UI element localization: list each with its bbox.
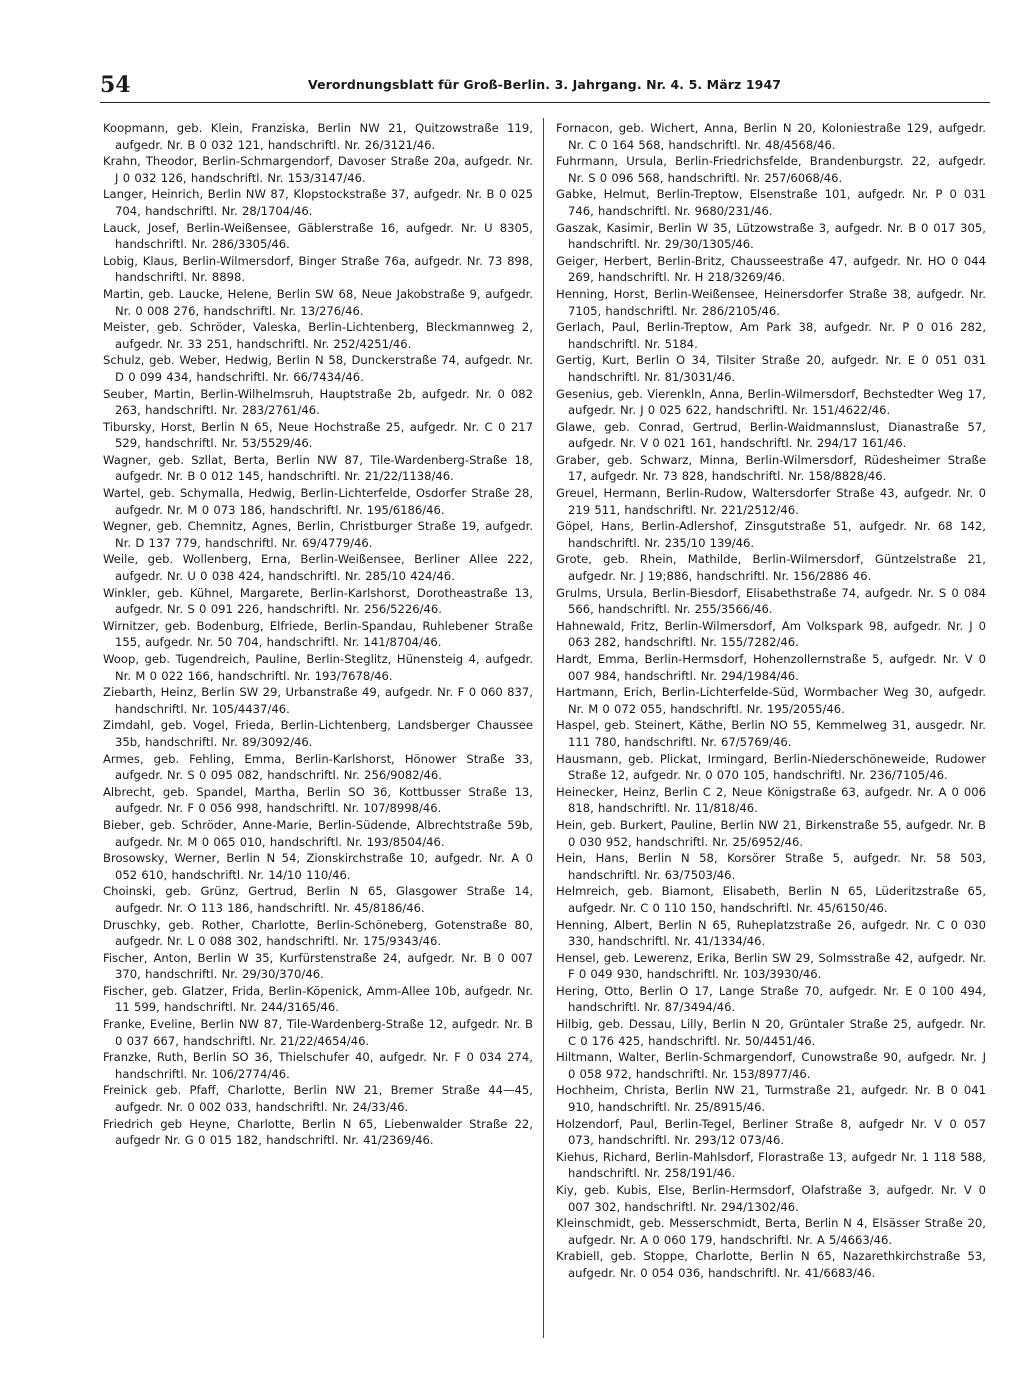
register-entry: Schulz, geb. Weber, Hedwig, Berlin N 58, Dunckerstraße 74, aufgedr. Nr. D 0 099 434, handschriftl. Nr. 66/7434/46. [103,353,533,384]
register-entry: Albrecht, geb. Spandel, Martha, Berlin SO 36, Kottbusser Straße 13, aufgedr. Nr. F 0 056 998, handschriftl. Nr. 107/8998/46. [103,784,533,816]
register-entry: Krabiell, geb. Stoppe, Charlotte, Berlin N 65, Nazarethkirchstraße 53, aufgedr. Nr. 0 054 036, handschriftl. Nr. 41/6683/46. [556,1249,986,1280]
register-entry: Fornacon, geb. Wichert, Anna, Berlin N 20, Koloniestraße 129, aufgedr. Nr. C 0 164 568, handschriftl. Nr. 48/4568/46. [556,121,986,152]
register-entry: Zimdahl, geb. Vogel, Frieda, Berlin-Lichtenberg, Landsberger Chaussee 35b, handschriftl. Nr. 89/3092/46. [103,718,533,749]
register-entry: Henning, Albert, Berlin N 65, Ruheplatzstraße 26, aufgedr. Nr. C 0 030 330, handschriftl. Nr. 41/1334/46. [556,917,986,949]
register-entry: Göpel, Hans, Berlin-Adlershof, Zinsgutstraße 51, aufgedr. Nr. 68 142, handschriftl. Nr. 235/10 139/46. [556,519,986,550]
page-number: 54 [100,72,131,98]
register-entry: Hausmann, geb. Plickat, Irmingard, Berlin-Niederschöneweide, Rudower Straße 12, aufgedr. Nr. 0 070 105, handschriftl. Nr. 236/7105/46. [556,751,986,783]
register-entry: Hartmann, Erich, Berlin-Lichterfelde-Süd, Wormbacher Weg 30, aufgedr. Nr. M 0 072 055, handschriftl. Nr. 195/2055/46. [556,685,986,716]
register-entry: Gaszak, Kasimir, Berlin W 35, Lützowstraße 3, aufgedr. Nr. B 0 017 305, handschriftl. Nr. 29/30/1305/46. [556,220,986,252]
register-entry: Wegner, geb. Chemnitz, Agnes, Berlin, Christburger Straße 19, aufgedr. Nr. D 137 779, handschriftl. Nr. 69/4779/46. [103,519,533,550]
register-entry: Freinick geb. Pfaff, Charlotte, Berlin NW 21, Bremer Straße 44—45, aufgedr. Nr. 0 002 033, handschriftl. Nr. 24/33/46. [103,1083,533,1115]
register-entry: Fischer, Anton, Berlin W 35, Kurfürstenstraße 24, aufgedr. Nr. B 0 007 370, handschriftl. Nr. 29/30/370/46. [103,950,533,982]
running-title: Verordnungsblatt für Groß-Berlin. 3. Jahrgang. Nr. 4. 5. März 1947 [308,77,782,92]
column-divider [543,118,544,1338]
register-entry: Hochheim, Christa, Berlin NW 21, Turmstraße 21, aufgedr. Nr. B 0 041 910, handschriftl. Nr. 25/8915/46. [556,1083,986,1115]
register-entry: Hiltmann, Walter, Berlin-Schmargendorf, Cunowstraße 90, aufgedr. Nr. J 0 058 972, handschriftl. Nr. 153/8977/46. [556,1050,986,1081]
register-entry: Greuel, Hermann, Berlin-Rudow, Waltersdorfer Straße 43, aufgedr. Nr. 0 219 511, handschriftl. Nr. 221/2512/46. [556,486,986,517]
register-entry: Meister, geb. Schröder, Valeska, Berlin-Lichtenberg, Bleckmannweg 2, aufgedr. Nr. 33 251, handschriftl. Nr. 252/4251/46. [103,320,533,351]
register-entry: Kiehus, Richard, Berlin-Mahlsdorf, Florastraße 13, aufgedr Nr. 1 118 588, handschriftl. Nr. 258/191/46. [556,1149,986,1181]
register-entry: Henning, Horst, Berlin-Weißensee, Heinersdorfer Straße 38, aufgedr. Nr. 7105, handschriftl. Nr. 286/2105/46. [556,286,986,318]
register-entry: Kleinschmidt, geb. Messerschmidt, Berta, Berlin N 4, Elsässer Straße 20, aufgedr. Nr. A 0 060 179, handschriftl. Nr. A 5/4663/46. [556,1216,986,1247]
register-entry: Weile, geb. Wollenberg, Erna, Berlin-Weißensee, Berliner Allee 222, aufgedr. Nr. U 0 038 424, handschriftl. Nr. 285/10 424/46. [103,552,533,584]
register-entry: Gesenius, geb. Vierenkln, Anna, Berlin-Wilmersdorf, Bechstedter Weg 17, aufgedr. Nr. J 0 025 622, handschriftl. Nr. 151/4622/46. [556,386,986,418]
register-entry: Hering, Otto, Berlin O 17, Lange Straße 70, aufgedr. Nr. E 0 100 494, handschriftl. Nr. 87/3494/46. [556,983,986,1015]
register-entry: Fischer, geb. Glatzer, Frida, Berlin-Köpenick, Amm-Allee 10b, aufgedr. Nr. 11 599, handschriftl. Nr. 244/3165/46. [103,983,533,1015]
register-entry: Hein, geb. Burkert, Pauline, Berlin NW 21, Birkenstraße 55, aufgedr. Nr. B 0 030 952, handschriftl. Nr. 25/6952/46. [556,817,986,849]
register-entry: Lobig, Klaus, Berlin-Wilmersdorf, Binger Straße 76a, aufgedr. Nr. 73 898, handschriftl. Nr. 8898. [103,253,533,285]
register-entry: Franzke, Ruth, Berlin SO 36, Thielschufer 40, aufgedr. Nr. F 0 034 274, handschriftl. Nr. 106/2774/46. [103,1050,533,1081]
register-entry: Seuber, Martin, Berlin-Wilhelmsruh, Hauptstraße 2b, aufgedr. Nr. 0 082 263, handschriftl. Nr. 283/2761/46. [103,386,533,418]
register-entry: Glawe, geb. Conrad, Gertrud, Berlin-Waidmannslust, Dianastraße 57, aufgedr. Nr. V 0 021 161, handschriftl. Nr. 294/17 161/46. [556,419,986,451]
register-entry: Bieber, geb. Schröder, Anne-Marie, Berlin-Südende, Albrechtstraße 59b, aufgedr. Nr. M 0 065 010, handschriftl. Nr. 193/8504/46. [103,817,533,849]
register-entry: Helmreich, geb. Biamont, Elisabeth, Berlin N 65, Lüderitzstraße 65, aufgedr. Nr. C 0 110 150, handschriftl. Nr. 45/6150/46. [556,884,986,915]
register-entry: Graber, geb. Schwarz, Minna, Berlin-Wilmersdorf, Rüdesheimer Straße 17, aufgedr. Nr. 73 828, handschriftl. Nr. 158/8828/46. [556,452,986,484]
register-entry: Brosowsky, Werner, Berlin N 54, Zionskirchstraße 10, aufgedr. Nr. A 0 052 610, handschriftl. Nr. 14/10 110/46. [103,851,533,882]
register-entry: Winkler, geb. Kühnel, Margarete, Berlin-Karlshorst, Dorotheastraße 13, aufgedr. Nr. S 0 091 226, handschriftl. Nr. 256/5226/46. [103,585,533,617]
register-entry: Gerlach, Paul, Berlin-Treptow, Am Park 38, aufgedr. Nr. P 0 016 282, handschriftl. Nr. 5184. [556,320,986,351]
register-entry: Gertig, Kurt, Berlin O 34, Tilsiter Straße 20, aufgedr. Nr. E 0 051 031 handschriftl. Nr. 81/3031/46. [556,353,986,384]
register-entry: Koopmann, geb. Klein, Franziska, Berlin NW 21, Quitzowstraße 119, aufgedr. Nr. B 0 032 121, handschriftl. Nr. 26/3121/46. [103,121,533,152]
register-entry: Hahnewald, Fritz, Berlin-Wilmersdorf, Am Volkspark 98, aufgedr. Nr. J 0 063 282, handschriftl. Nr. 155/7282/46. [556,618,986,650]
register-entry: Hardt, Emma, Berlin-Hermsdorf, Hohenzollernstraße 5, aufgedr. Nr. V 0 007 984, handschriftl. Nr. 294/1984/46. [556,652,986,683]
register-entry: Tibursky, Horst, Berlin N 65, Neue Hochstraße 25, aufgedr. Nr. C 0 217 529, handschriftl. Nr. 53/5529/46. [103,419,533,451]
register-entry: Hensel, geb. Lewerenz, Erika, Berlin SW 29, Solmsstraße 42, aufgedr. Nr. F 0 049 930, handschriftl. Nr. 103/3930/46. [556,950,986,982]
register-entry: Woop, geb. Tugendreich, Pauline, Berlin-Steglitz, Hünensteig 4, aufgedr. Nr. M 0 022 166, handschriftl. Nr. 193/7678/46. [103,652,533,683]
register-entry: Druschky, geb. Rother, Charlotte, Berlin-Schöneberg, Gotenstraße 80, aufgedr. Nr. L 0 088 302, handschriftl. Nr. 175/9343/46. [103,917,533,949]
right-column [556,120,986,1282]
register-entry: Martin, geb. Laucke, Helene, Berlin SW 68, Neue Jakobstraße 9, aufgedr. Nr. 0 008 276, handschriftl. Nr. 13/276/46. [103,286,533,318]
register-entry: Heinecker, Heinz, Berlin C 2, Neue Königstraße 63, aufgedr. Nr. A 0 006 818, handschriftl. Nr. 11/818/46. [556,784,986,816]
register-entry: Armes, geb. Fehling, Emma, Berlin-Karlshorst, Hönower Straße 33, aufgedr. Nr. S 0 095 082, handschriftl. Nr. 256/9082/46. [103,751,533,783]
register-entry: Grulms, Ursula, Berlin-Biesdorf, Elisabethstraße 74, aufgedr. Nr. S 0 084 566, handschriftl. Nr. 255/3566/46. [556,585,986,617]
register-entry: Wagner, geb. Szllat, Berta, Berlin NW 87, Tile-Wardenberg-Straße 18, aufgedr. Nr. B 0 012 145, handschriftl. Nr. 21/22/1138/46. [103,452,533,484]
register-entry: Wirnitzer, geb. Bodenburg, Elfriede, Berlin-Spandau, Ruhlebener Straße 155, aufgedr. Nr. 50 704, handschriftl. Nr. 141/8704/46. [103,618,533,650]
left-column [103,120,533,1149]
register-entry: Choinski, geb. Grünz, Gertrud, Berlin N 65, Glasgower Straße 14, aufgedr. Nr. O 113 186, handschriftl. Nr. 45/8186/46. [103,884,533,915]
register-entry: Friedrich geb Heyne, Charlotte, Berlin N 65, Liebenwalder Straße 22, aufgedr Nr. G 0 015 182, handschriftl. Nr. 41/2369/46. [103,1116,533,1148]
register-entry: Gabke, Helmut, Berlin-Treptow, Elsenstraße 101, aufgedr. Nr. P 0 031 746, handschriftl. Nr. 9680/231/46. [556,187,986,218]
register-entry: Geiger, Herbert, Berlin-Britz, Chausseestraße 47, aufgedr. Nr. HO 0 044 269, handschriftl. Nr. H 218/3269/46. [556,253,986,285]
register-entry: Franke, Eveline, Berlin NW 87, Tile-Wardenberg-Straße 12, aufgedr. Nr. B 0 037 667, handschriftl. Nr. 21/22/4654/46. [103,1017,533,1048]
register-entry: Hilbig, geb. Dessau, Lilly, Berlin N 20, Grüntaler Straße 25, aufgedr. Nr. C 0 176 425, handschriftl. Nr. 50/4451/46. [556,1017,986,1048]
register-entry: Lauck, Josef, Berlin-Weißensee, Gäblerstraße 16, aufgedr. Nr. U 8305, handschriftl. Nr. 286/3305/46. [103,220,533,252]
register-entry: Langer, Heinrich, Berlin NW 87, Klopstockstraße 37, aufgedr. Nr. B 0 025 704, handschriftl. Nr. 28/1704/46. [103,187,533,218]
register-entry: Grote, geb. Rhein, Mathilde, Berlin-Wilmersdorf, Güntzelstraße 21, aufgedr. Nr. J 19;886, handschriftl. Nr. 156/2886 46. [556,552,986,584]
register-entry: Kiy, geb. Kubis, Else, Berlin-Hermsdorf, Olafstraße 3, aufgedr. Nr. V 0 007 302, handschriftl. Nr. 294/1302/46. [556,1183,986,1214]
register-entry: Wartel, geb. Schymalla, Hedwig, Berlin-Lichterfelde, Osdorfer Straße 28, aufgedr. Nr. M 0 073 186, handschriftl. Nr. 195/6186/46. [103,486,533,517]
register-entry: Ziebarth, Heinz, Berlin SW 29, Urbanstraße 49, aufgedr. Nr. F 0 060 837, handschriftl. Nr. 105/4437/46. [103,685,533,716]
register-entry: Hein, Hans, Berlin N 58, Korsörer Straße 5, aufgedr. Nr. 58 503, handschriftl. Nr. 63/7503/46. [556,851,986,882]
register-entry: Holzendorf, Paul, Berlin-Tegel, Berliner Straße 8, aufgedr Nr. V 0 057 073, handschriftl. Nr. 293/12 073/46. [556,1116,986,1148]
register-entry: Haspel, geb. Steinert, Käthe, Berlin NO 55, Kemmelweg 31, ausgedr. Nr. 111 780, handschriftl. Nr. 67/5769/46. [556,718,986,749]
register-entry: Fuhrmann, Ursula, Berlin-Friedrichsfelde, Brandenburgstr. 22, aufgedr. Nr. S 0 096 568, handschriftl. Nr. 257/6068/46. [556,154,986,185]
register-entry: Krahn, Theodor, Berlin-Schmargendorf, Davoser Straße 20a, aufgedr. Nr. J 0 032 126, handschriftl. Nr. 153/3147/46. [103,154,533,185]
page-header [100,72,990,103]
